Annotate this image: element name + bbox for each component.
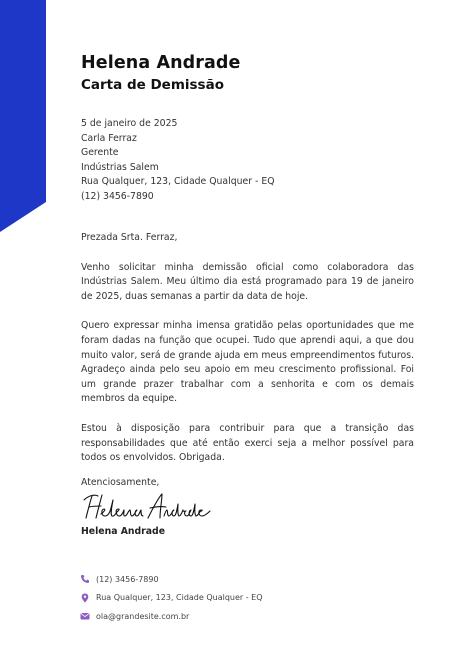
mail-icon [80, 611, 90, 621]
contact-info [80, 572, 263, 628]
letter-date: 5 de janeiro de 2025 [81, 118, 178, 129]
salutation: Prezada Srta. Ferraz, [81, 232, 178, 243]
location-pin-icon [80, 593, 90, 603]
signer-name: Helena Andrade [81, 526, 165, 537]
accent-banner [0, 0, 46, 232]
sender-name: Helena Andrade [81, 53, 241, 73]
contact-address: Rua Qualquer, 123, Cidade Qualquer - EQ [96, 593, 263, 603]
recipient-role: Gerente [81, 147, 119, 159]
letter-header [81, 52, 241, 95]
recipient-block [81, 117, 275, 205]
recipient-company: Indústrias Salem [81, 161, 159, 173]
contact-phone: (12) 3456-7890 [96, 574, 159, 584]
phone-icon [80, 574, 90, 584]
recipient-name: Carla Ferraz [81, 132, 137, 144]
document-title: Carta de Demissão [81, 77, 224, 93]
valediction: Atenciosamente, [81, 477, 160, 488]
recipient-address: Rua Qualquer, 123, Cidade Qualquer - EQ [81, 176, 275, 188]
contact-phone-row [80, 572, 263, 586]
handwritten-signature [80, 490, 220, 524]
contact-email[interactable]: ola@grandesite.com.br [96, 611, 190, 621]
body-paragraph: Quero expressar minha imensa gratidão pelas oportunidades que me foram dadas na função que ocupei. Tudo que aprendi aqui, a que dou muito valor, será de grande ajuda em meus empreendimentos futuros. Agradeço ainda pelo seu apoio em meu crescimento profissional. Foi um grande prazer trabalhar com a senhorita e com os demais membros da equipe. [81, 320, 414, 405]
contact-email-row [80, 609, 263, 623]
contact-address-row [80, 591, 263, 605]
letter-body [81, 231, 414, 481]
body-paragraph: Venho solicitar minha demissão oficial como colaboradora das Indústrias Salem. Meu último dia está programado para 19 de janeiro de 2025, duas semanas a partir da data de hoje. [81, 261, 414, 302]
body-paragraph: Estou à disposição para contribuir para que a transição das responsabilidades que até então exerci seja a melhor possível para todos os envolvidos. Obrigada. [81, 422, 414, 464]
recipient-phone: (12) 3456-7890 [81, 190, 154, 202]
